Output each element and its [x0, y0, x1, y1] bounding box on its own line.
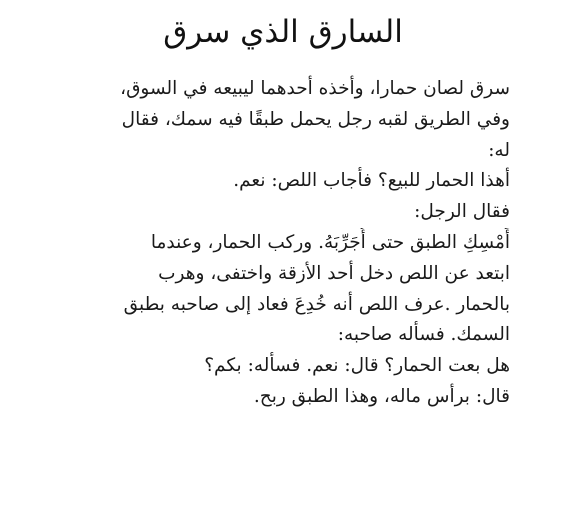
story-line-3: له: [488, 139, 510, 161]
story-line-1: سرق لصان حمارا، وأخذه أحدهما ليبيعه في السوق، [120, 78, 510, 99]
story-line-10: هل بعت الحمار؟ قال: نعم. فسأله: بكم؟ [204, 355, 510, 377]
story-line-2: وفي الطريق لقبه رجل يحمل طبقًا فيه سمك، فقال [121, 108, 510, 130]
story-line-8: بالحمار .عرف اللص أنه خُدِعَ فعاد إلى صاحبه بطبق [123, 293, 510, 315]
story-line-5: فقال الرجل: [414, 201, 510, 223]
story-line-4: أهذا الحمار للبيع؟ فأجاب اللص: نعم. [233, 170, 510, 192]
story-line-11: قال: برأس ماله، وهذا الطبق ربح. [253, 385, 510, 407]
story-body [70, 74, 510, 413]
story-line-7: ابتعد عن اللص دخل أحد الأزقة واختفى، وهرب [158, 262, 510, 284]
story-line-6: أَمْسِكِ الطبق حتى أُجَرِّبَهُ. وركب الحمار، وعندما [150, 231, 510, 253]
story-line-9: السمك. فسأله صاحبه: [337, 324, 510, 346]
document-title: السارق الذي سرق [163, 14, 403, 50]
